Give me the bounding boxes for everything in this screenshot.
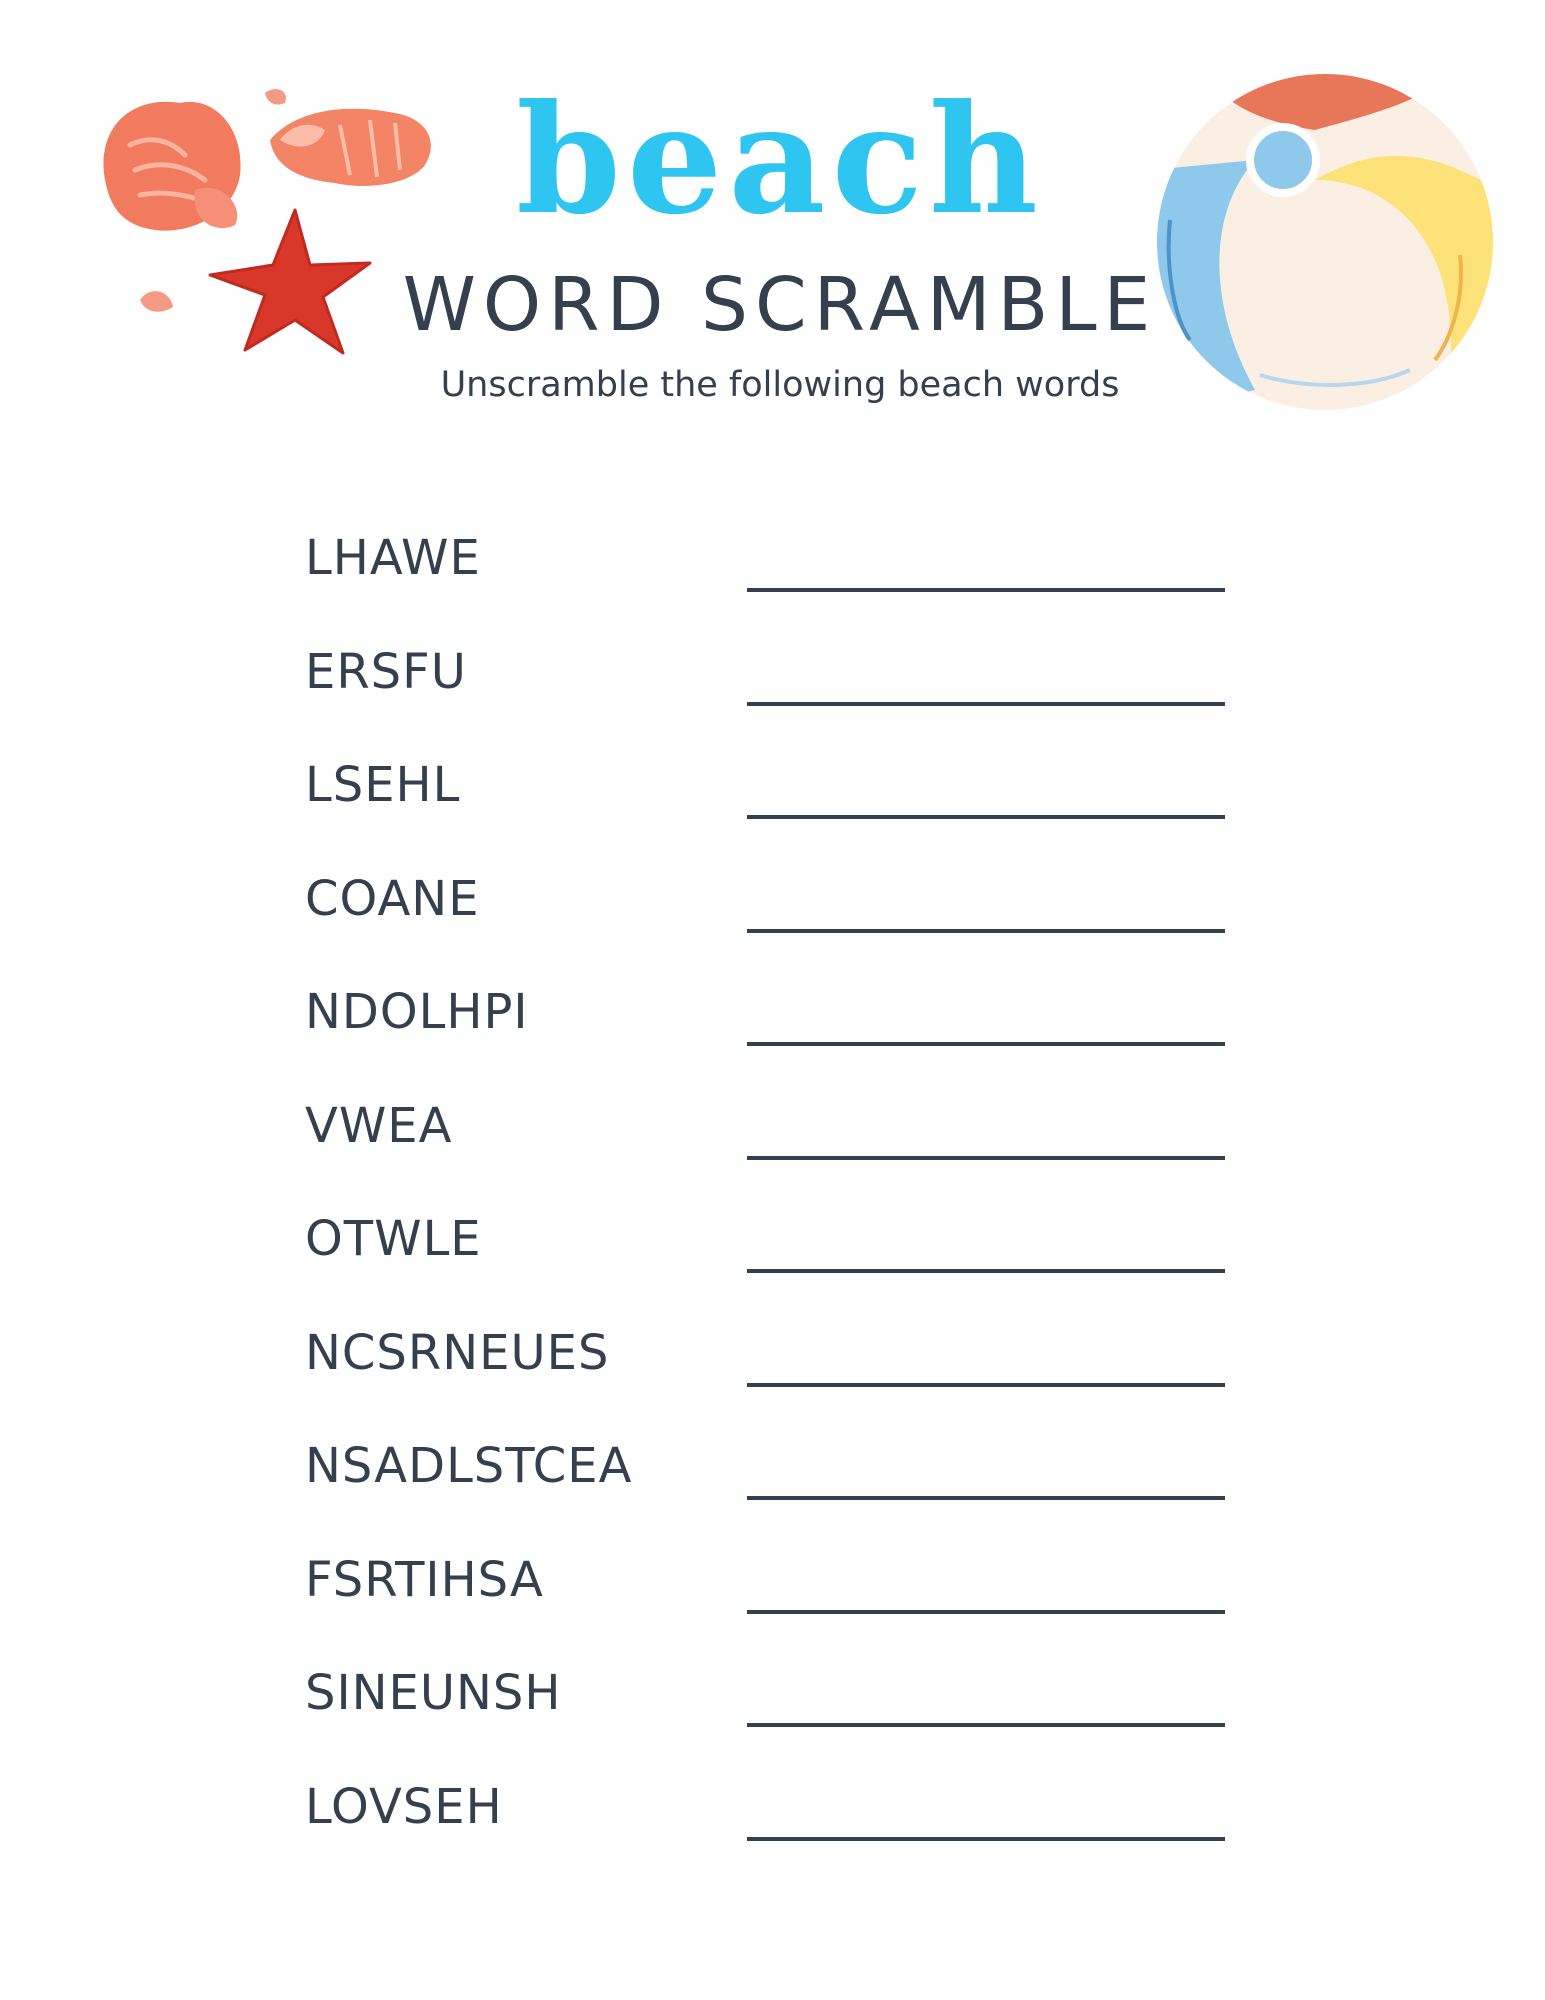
word-list bbox=[305, 500, 1225, 1862]
conch-shell-icon bbox=[270, 109, 431, 186]
answer-line[interactable] bbox=[747, 702, 1225, 706]
answer-line[interactable] bbox=[747, 1837, 1225, 1841]
scrambled-word: NDOLHPI bbox=[305, 984, 529, 1040]
scrambled-word: NCSRNEUES bbox=[305, 1324, 610, 1381]
answer-line[interactable] bbox=[747, 1383, 1225, 1387]
word-row bbox=[305, 1408, 1225, 1522]
scrambled-word: LSEHL bbox=[305, 757, 461, 813]
answer-line[interactable] bbox=[747, 1723, 1225, 1727]
word-row bbox=[305, 1522, 1225, 1636]
word-row bbox=[305, 500, 1225, 614]
seashells-decoration bbox=[95, 85, 435, 365]
instructions-text: Unscramble the following beach words bbox=[440, 365, 1120, 405]
page-title: beach bbox=[516, 72, 1044, 248]
word-row bbox=[305, 954, 1225, 1068]
answer-line[interactable] bbox=[747, 1042, 1225, 1046]
scrambled-word: COANE bbox=[305, 870, 480, 927]
scrambled-word: SINEUNSH bbox=[305, 1665, 562, 1721]
word-row bbox=[305, 614, 1225, 728]
scrambled-word: FSRTIHSA bbox=[305, 1551, 544, 1608]
word-row bbox=[305, 841, 1225, 955]
answer-line[interactable] bbox=[747, 1269, 1225, 1273]
seashell-icon bbox=[103, 102, 240, 231]
scrambled-word: LOVSEH bbox=[305, 1778, 503, 1835]
answer-line[interactable] bbox=[747, 588, 1225, 592]
answer-line[interactable] bbox=[747, 1156, 1225, 1160]
scrambled-word: ERSFU bbox=[305, 643, 467, 700]
beach-ball-icon bbox=[1150, 70, 1500, 415]
word-row bbox=[305, 1295, 1225, 1409]
word-row bbox=[305, 1635, 1225, 1749]
small-shell-icon bbox=[265, 89, 286, 104]
answer-line[interactable] bbox=[747, 815, 1225, 819]
answer-line[interactable] bbox=[747, 1610, 1225, 1614]
word-row bbox=[305, 727, 1225, 841]
word-row bbox=[305, 1749, 1225, 1863]
small-shell-icon bbox=[140, 291, 173, 312]
page-subtitle: WORD SCRAMBLE bbox=[402, 262, 1158, 348]
answer-line[interactable] bbox=[747, 929, 1225, 933]
word-row bbox=[305, 1181, 1225, 1295]
scrambled-word: VWEA bbox=[305, 1097, 453, 1154]
scrambled-word: NSADLSTCEA bbox=[305, 1438, 633, 1494]
scrambled-word: LHAWE bbox=[305, 530, 481, 586]
scrambled-word: OTWLE bbox=[305, 1211, 482, 1267]
word-row bbox=[305, 1068, 1225, 1182]
answer-line[interactable] bbox=[747, 1496, 1225, 1500]
starfish-icon bbox=[210, 210, 370, 353]
